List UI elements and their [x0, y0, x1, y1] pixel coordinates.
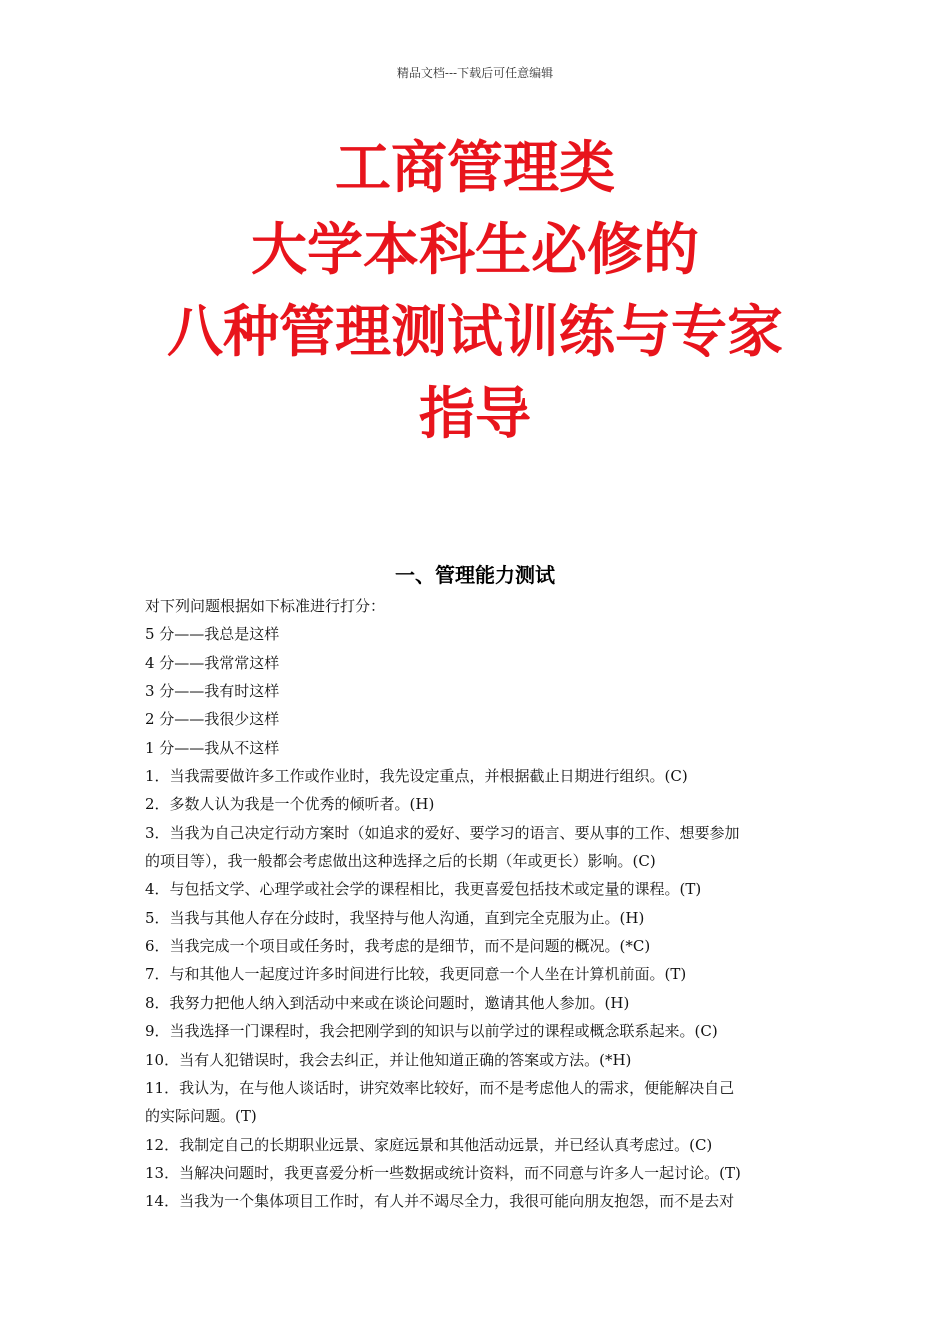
question-line: 4．与包括文学、心理学或社会学的课程相比，我更喜爱包括技术或定量的课程。(T)	[145, 880, 702, 899]
body-text	[145, 592, 810, 1216]
title-line: 八种管理测试训练与专家	[167, 300, 783, 365]
question-line: 9．当我选择一门课程时，我会把刚学到的知识与以前学过的课程或概念联系起来。(C)	[145, 1022, 718, 1041]
document-title	[0, 128, 950, 456]
question-line: 8．我努力把他人纳入到活动中来或在谈论问题时，邀请其他人参加。(H)	[145, 993, 630, 1012]
question-line: 13．当解决问题时，我更喜爱分析一些数据或统计资料，而不同意与许多人一起讨论。(T)	[145, 1163, 741, 1182]
question-line: 14．当我为一个集体项目工作时，有人并不竭尽全力，我很可能向朋友抱怨，而不是去对	[145, 1192, 735, 1211]
section-heading: 一、管理能力测试	[395, 563, 555, 587]
title-line: 指导	[419, 382, 531, 447]
scale-item: 3 分——我有时这样	[145, 682, 280, 701]
question-line: 11．我认为，在与他人谈话时，讲究效率比较好，而不是考虑他人的需求，便能解决自己	[145, 1078, 735, 1097]
question-line: 的项目等），我一般都会考虑做出这种选择之后的长期（年或更长）影响。(C)	[145, 852, 656, 871]
title-line: 大学本科生必修的	[251, 218, 699, 283]
question-line: 的实际问题。(T)	[145, 1107, 257, 1126]
title-line: 工商管理类	[335, 136, 615, 201]
header-note: 精品文档---下载后可任意编辑	[396, 66, 554, 80]
question-line: 10．当有人犯错误时，我会去纠正，并让他知道正确的答案或方法。(*H)	[145, 1050, 632, 1069]
question-line: 2．多数人认为我是一个优秀的倾听者。(H)	[145, 795, 435, 814]
question-line: 5．当我与其他人存在分歧时，我坚持与他人沟通，直到完全克服为止。(H)	[145, 908, 645, 927]
question-line: 6．当我完成一个项目或任务时，我考虑的是细节，而不是问题的概况。(*C)	[145, 937, 651, 956]
scale-item: 5 分——我总是这样	[145, 625, 280, 644]
question-line: 7．与和其他人一起度过许多时间进行比较，我更同意一个人坐在计算机前面。(T)	[145, 965, 687, 984]
question-line: 3．当我为自己决定行动方案时（如追求的爱好、要学习的语言、要从事的工作、想要参加	[145, 823, 740, 842]
scale-item: 1 分——我从不这样	[145, 738, 280, 757]
question-line: 1．当我需要做许多工作或作业时，我先设定重点，并根据截止日期进行组织。(C)	[145, 767, 688, 786]
question-line: 12．我制定自己的长期职业远景、家庭远景和其他活动远景，并已经认真考虑过。(C)	[145, 1135, 713, 1154]
intro-text: 对下列问题根据如下标准进行打分：	[145, 597, 386, 615]
scale-item: 2 分——我很少这样	[145, 710, 280, 729]
scale-item: 4 分——我常常这样	[145, 653, 280, 672]
